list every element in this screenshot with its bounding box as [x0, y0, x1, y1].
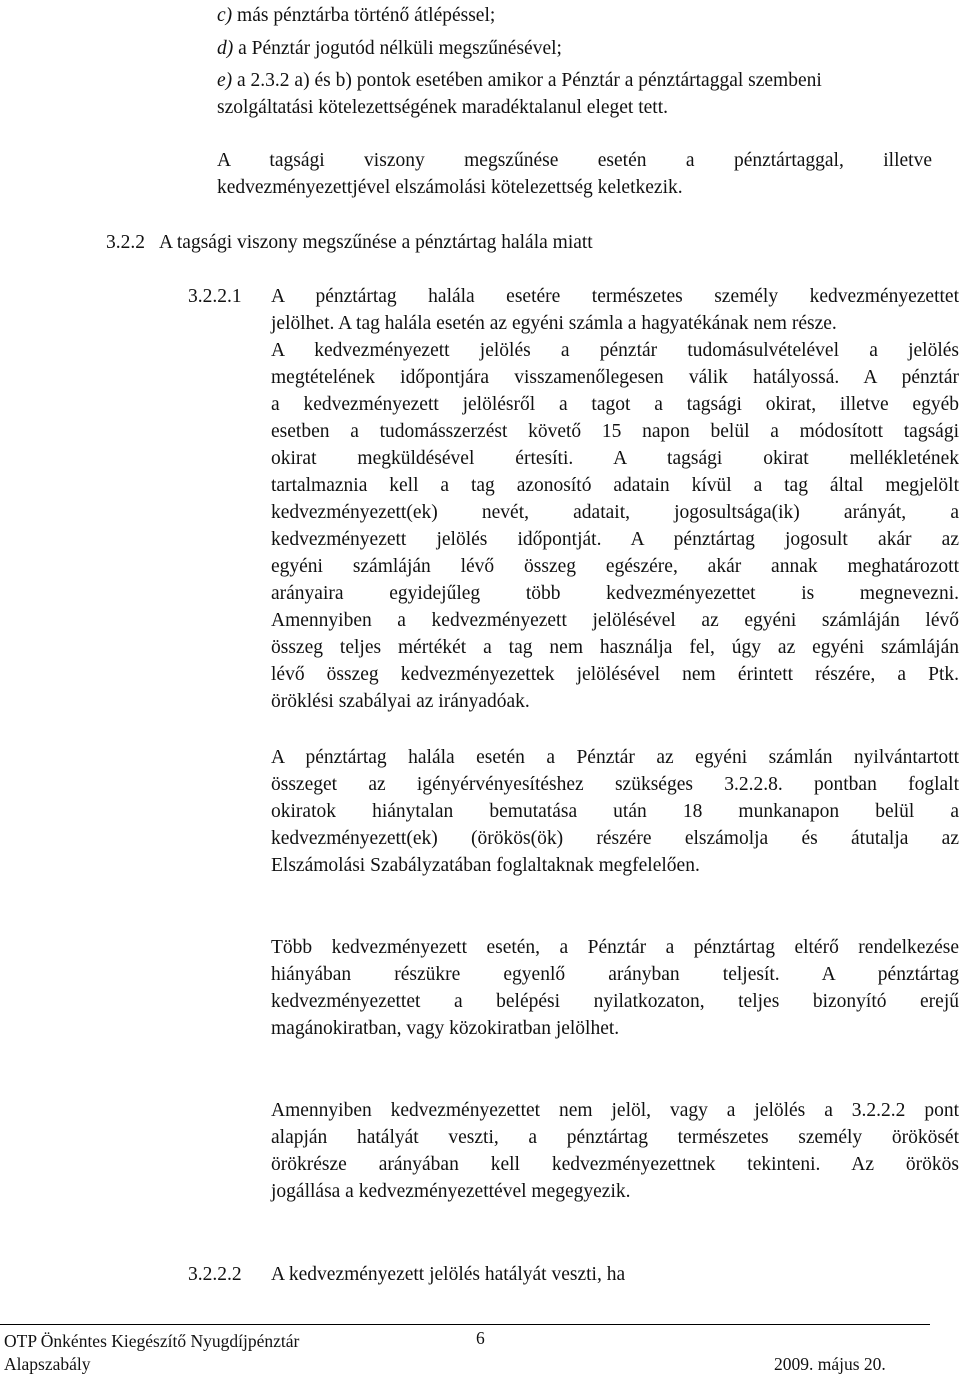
text-line: A pénztártag halála esetére természetes személy kedvezményezettet [271, 286, 959, 307]
list-text: a Pénztár jogutód nélküli megszűnésével; [238, 38, 562, 59]
text-line: arányaira egyidejűleg több kedvezményezettet is megnevezni. [271, 583, 959, 604]
footer-date: 2009. május 20. [774, 1354, 886, 1374]
text-line: Elszámolási Szabályzatában foglaltaknak megfelelően. [271, 855, 700, 876]
paragraph-payout [271, 744, 959, 879]
footer-divider [0, 1324, 930, 1325]
footer-doc: Alapszabály [4, 1354, 91, 1374]
paragraph-heir [271, 1097, 959, 1205]
text-line: Amennyiben a kedvezményezett jelölésével az egyéni számláján lévő [271, 610, 959, 631]
text-line: kedvezményezett(ek) nevét, adatait, jogosultsága(ik) arányát, a [271, 502, 959, 523]
text-line: A kedvezményezett jelölés a pénztár tudomásulvételével a jelölés [271, 340, 959, 361]
text-line: lévő összeg kedvezményezettek jelölésével nem érintett részére, a Ptk. [271, 664, 959, 685]
text-line: egyéni számláján lévő összeg egészére, akár annak meghatározott [271, 556, 959, 577]
text-line: örökrésze arányában kell kedvezményezettnek tekinteni. Az örökös [271, 1154, 959, 1175]
text-line: Több kedvezményezett esetén, a Pénztár a pénztártag eltérő rendelkezése [271, 937, 959, 958]
footer-org: OTP Önkéntes Kiegészítő Nyugdíjpénztár [4, 1331, 300, 1351]
text-line: összeget az igényérvényesítéshez szükséges 3.2.2.8. pontban foglalt [271, 774, 959, 795]
text-line: tartalmaznia kell a tag azonosító adatain kívül a tag által megjelölt [271, 475, 959, 496]
list-marker: d) [217, 38, 234, 59]
text-line: okiratok hiánytalan bemutatása után 18 munkanapon belül a [271, 801, 959, 822]
list-marker: c) [217, 5, 233, 26]
text-line: öröklési szabályai az irányadóak. [271, 691, 530, 712]
section-heading-3-2-2 [106, 229, 593, 256]
text-line: A pénztártag halála esetén a Pénztár az egyéni számlán nyilvántartott [271, 747, 959, 768]
text-line: jelölhet. A tag halála esetén az egyéni számla a hagyatékának nem része. [271, 313, 837, 334]
text-line: megtételének időpontjára visszamenőlegesen válik hatályossá. A pénztár [271, 367, 959, 388]
section-number: 3.2.2 [106, 232, 145, 253]
text-line: A tagsági viszony megszűnése esetén a pénztártaggal, illetve [217, 150, 932, 171]
text-line: jogállása a kedvezményezettével megegyezik. [271, 1181, 631, 1202]
section-number-3-2-2-2: 3.2.2.2 [188, 1264, 242, 1285]
paragraph-settlement [217, 147, 932, 201]
paragraph-multiple-beneficiaries [271, 934, 959, 1042]
list-item-e [217, 67, 822, 94]
section-3-2-2-1-body [271, 283, 959, 715]
section-title: A tagsági viszony megszűnése a pénztártag halála miatt [159, 232, 593, 253]
text-line: kedvezményezettjével elszámolási kötelezettség keletkezik. [217, 177, 683, 198]
text-line: a kedvezményezett jelölésről a tagot a tagsági okirat, illetve egyéb [271, 394, 959, 415]
text-line: okirat megküldésével értesíti. A tagsági okirat mellékletének [271, 448, 959, 469]
text-line: kedvezményezett jelölés időpontját. A pénztártag jogosult akár az [271, 529, 959, 550]
section-title-3-2-2-2: A kedvezményezett jelölés hatályát veszti, ha [271, 1264, 626, 1285]
footer-page-number: 6 [476, 1328, 485, 1348]
text-line: hiányában részükre egyenlő arányban teljesít. A pénztártag [271, 964, 959, 985]
text-line: magánokiratban, vagy közokiratban jelölhet. [271, 1018, 620, 1039]
text-line: összeg teljes mértékét a tag nem használja fel, úgy az egyéni számláján [271, 637, 959, 658]
list-text: más pénztárba történő átlépéssel; [237, 5, 496, 26]
list-marker: e) [217, 70, 233, 91]
text-line: alapján hatályát veszti, a pénztártag természetes személy örökösét [271, 1127, 959, 1148]
list-item-c [217, 2, 495, 29]
text-line: esetben a tudomásszerzést követő 15 napon belül a módosított tagsági [271, 421, 959, 442]
list-item-e-continuation: szolgáltatási kötelezettségének maradéktalanul eleget tett. [217, 97, 669, 118]
section-number-3-2-2-1: 3.2.2.1 [188, 286, 242, 307]
text-line: kedvezményezett(ek) (örökös(ök) részére elszámolja és átutalja az [271, 828, 959, 849]
list-item-d [217, 35, 562, 62]
text-line: Amennyiben kedvezményezettet nem jelöl, vagy a jelölés a 3.2.2.2 pont [271, 1100, 959, 1121]
list-text: a 2.3.2 a) és b) pontok esetében amikor a Pénztár a pénztártaggal szembeni [237, 70, 822, 91]
text-line: kedvezményezettet a belépési nyilatkozaton, teljes bizonyító erejű [271, 991, 959, 1012]
